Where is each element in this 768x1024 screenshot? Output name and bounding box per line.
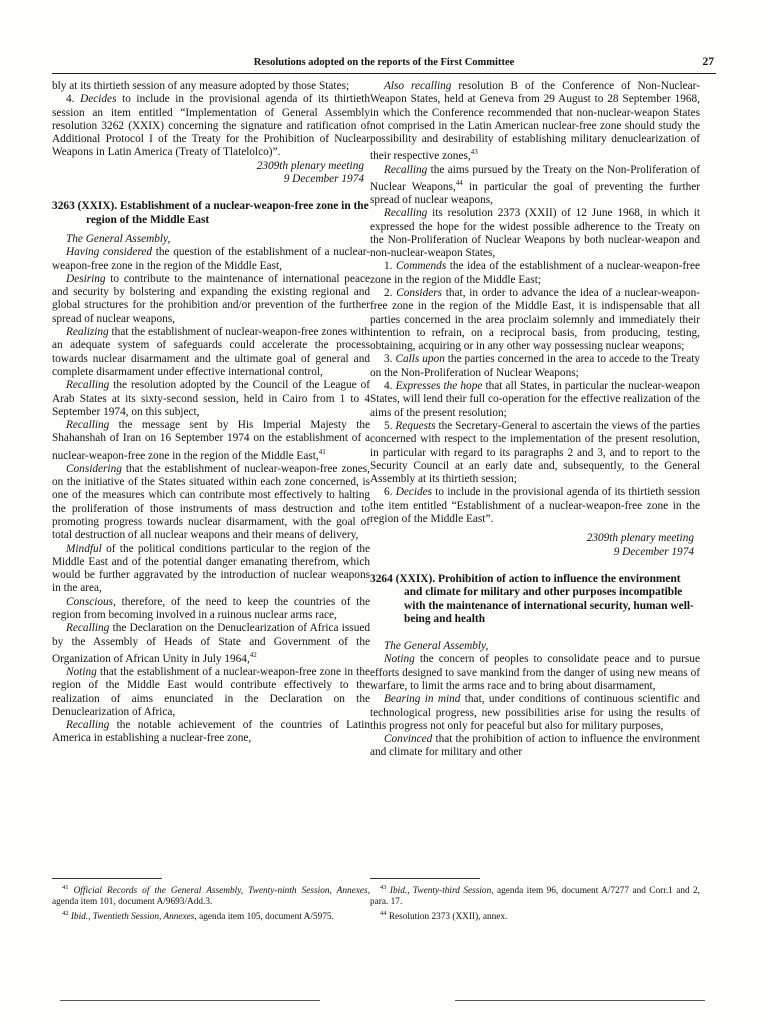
footnote bbox=[370, 908, 700, 923]
footnote-rule bbox=[52, 878, 162, 879]
para-number: 5. bbox=[384, 419, 393, 432]
footnote-ref: 41 bbox=[318, 447, 326, 456]
para-text: the Declaration on the Denuclearization of Africa issued by the Assembly of Heads of State and Government of the Organization of African Unity in July 1964, bbox=[52, 622, 371, 665]
footnote-ref: 44 bbox=[455, 178, 463, 187]
para-number: 3. bbox=[384, 353, 393, 366]
para-text: that the establishment of nuclear-weapon-free zones, on the initiative of the States situated within each zone concerned, is one of the measures which can contribute most effectively to halting the proliferation of those instruments of mass destruction and to promoting progress towards nuclear disarmament, with the goal of total destruction of all nuclear weapons and their means of delivery, bbox=[52, 462, 370, 542]
footnote-number: 41 bbox=[62, 884, 69, 891]
header-title: Resolutions adopted on the reports of the First Committee bbox=[253, 57, 515, 68]
footnote-source: Official Records of the General Assembly, Twenty-ninth Session, Annexes, bbox=[73, 886, 370, 897]
left-column bbox=[52, 80, 370, 746]
assembly-line bbox=[370, 640, 700, 653]
para-verb: Commends bbox=[396, 260, 447, 273]
para-verb: Recalling bbox=[66, 419, 110, 432]
para-verb: Recalling bbox=[384, 207, 428, 220]
para-text: resolution B of the Conference of Non-Nuclear-Weapon States, held at Geneva from 29 August to 28 September 1968, in which the Conference recommended that non-nuclear-weapon States not comprised in the Latin American nuclear-free zone should study the possibility and desirability of establishing military denuclearization of their respective zones, bbox=[370, 80, 700, 163]
meeting-date: 9 December 1974 bbox=[613, 545, 694, 558]
paragraph: bly at its thirtieth session of any measure adopted by those States; bbox=[52, 80, 350, 92]
para-text: that all States, in particular the nuclear-weapon States, will lend their full co-operation for the effective realization of the aims of the present resolution; bbox=[370, 380, 701, 419]
meeting-signature: 2309th plenary meeting bbox=[586, 532, 694, 545]
para-text: the Secretary-General to ascertain the views of the parties concerned with respect to the implementation of the present resolution, in particular with regard to its paragraphs 2 and 3, and to report to the Security Council at an early date and, subsequently, to the General Assembly at its thirtieth session; bbox=[370, 419, 701, 486]
footnote-number: 42 bbox=[62, 910, 69, 918]
para-number: 4. bbox=[384, 380, 393, 393]
meeting-signature: 2309th plenary meeting bbox=[256, 159, 364, 172]
para-text: its resolution 2373 (XXII) of 12 June 1968, in which it expressed the hope for the widest possible adherence to the Treaty on the Non-Proliferation of Nuclear Weapons by both nuclear-weapon and non-nuclear-weapon States, bbox=[370, 207, 701, 260]
para-number: 4. bbox=[66, 93, 75, 106]
para-verb: Realizing bbox=[66, 326, 109, 339]
para-text: to include in the provisional agenda of its thirtieth session an item entitled “Implementation of General Assembly resolution 3262 (XXIX) concerning the signature and ratification of Additional Protocol I of the Treaty for the Prohibition of Nuclear Weapons in Latin America (Treaty of Tlatelolco)”. bbox=[52, 93, 371, 159]
preamble-paragraph bbox=[370, 693, 700, 733]
footnote-text: agenda item 105, document A/5975. bbox=[199, 912, 334, 923]
para-verb: Bearing in mind bbox=[384, 693, 461, 706]
preamble-paragraph bbox=[370, 733, 700, 760]
footnote-rule bbox=[370, 878, 480, 879]
para-verb: Conscious, bbox=[66, 595, 116, 608]
left-footnotes bbox=[52, 878, 370, 923]
bottom-scan-rule bbox=[60, 1000, 320, 1001]
running-header bbox=[52, 57, 716, 74]
preamble-paragraph bbox=[52, 596, 370, 623]
preamble-paragraph bbox=[52, 666, 370, 719]
para-text: the concern of peoples to consolidate peace and to pursue efforts designed to save mankind from the danger of using new means of warfare, to limit the arms race and to bring about disarmament, bbox=[370, 653, 700, 692]
footnote-ref: 43 bbox=[470, 148, 478, 157]
meeting-date: 9 December 1974 bbox=[283, 173, 364, 186]
footnote bbox=[370, 882, 700, 908]
para-verb: Considering bbox=[66, 462, 122, 475]
para-verb: Calls upon bbox=[395, 353, 445, 366]
preamble-paragraph bbox=[52, 246, 370, 273]
preamble-paragraph bbox=[52, 622, 370, 666]
bottom-scan-rule bbox=[455, 1000, 705, 1001]
footnote-text: agenda item 101, document A/9693/Add.3. bbox=[52, 897, 213, 908]
para-verb: Decides bbox=[395, 486, 433, 499]
para-text: that the establishment of nuclear-weapon-free zones with an adequate system of safeguards could accelerate the process towards nuclear disarmament and the ultimate goal of general and complete disarmament under effective international control, bbox=[52, 326, 370, 378]
operative-paragraph bbox=[370, 260, 700, 287]
para-text: to contribute to the maintenance of international peace and security by bolstering and expanding the existing regional and global structures for the prohibition and/or prevention of the further spread of nuclear weapons, bbox=[52, 272, 370, 325]
para-text: that, under conditions of continuous scientific and technological progress, new possibilities arise for using the results of this progress not only for peaceful but also for military purposes, bbox=[370, 693, 700, 732]
para-verb: Requests bbox=[395, 419, 436, 432]
footnote-ref: 42 bbox=[249, 650, 257, 659]
operative-paragraph bbox=[370, 380, 700, 420]
preamble-paragraph bbox=[52, 419, 370, 463]
para-verb: Recalling bbox=[66, 719, 110, 732]
footnote-text: agenda item 96, document A/7277 and Corr.1 and 2, para. 17. bbox=[370, 886, 700, 908]
preamble-paragraph bbox=[52, 463, 370, 543]
resolution-heading: 3264 (XXIX). Prohibition of action to influence the environment and climate for military and other purposes incompatible with the maintenance of international security, human well-being and health bbox=[370, 572, 694, 625]
preamble-paragraph bbox=[52, 326, 370, 379]
para-verb: Also recalling bbox=[384, 80, 452, 92]
para-verb: Desiring bbox=[66, 272, 106, 285]
footnote-number: 43 bbox=[380, 884, 387, 891]
footnote-source: Ibid., Twenty-third Session, bbox=[389, 886, 494, 897]
para-verb: Expresses the hope bbox=[395, 380, 483, 393]
para-text: the notable achievement of the countries of Latin America in establishing a nuclear-free zone, bbox=[52, 719, 370, 745]
operative-paragraph bbox=[370, 420, 700, 486]
para-verb: Convinced bbox=[384, 733, 433, 746]
para-text: therefore, of the need to keep the countries of the region from becoming involved in a ruinous nuclear arms race, bbox=[52, 595, 371, 622]
para-verb: Decides bbox=[80, 93, 117, 106]
para-verb: Recalling bbox=[384, 163, 428, 176]
para-text: the resolution adopted by the Council of the League of Arab States at its sixty-second session, held in Cairo from 1 to 4 September 1974, on this subject, bbox=[52, 379, 370, 418]
para-text: the idea of the establishment of a nuclear-weapon-free zone in the region of the Middle East; bbox=[370, 260, 701, 286]
assembly-line bbox=[52, 233, 370, 246]
para-text: the question of the establishment of a nuclear-weapon-free zone in the region of the Middle East, bbox=[52, 246, 371, 272]
para-text: the aims pursued by the Treaty on the Non-Proliferation of Nuclear Weapons, bbox=[370, 163, 701, 193]
preamble-paragraph bbox=[52, 543, 370, 596]
operative-paragraph bbox=[370, 287, 700, 353]
footnote bbox=[52, 882, 370, 908]
footnote-text: Resolution 2373 (XXII), annex. bbox=[388, 912, 508, 923]
para-text: that the establishment of a nuclear-weapon-free zone in the region of the Middle East would contribute effectively to the realization of aims enunciated in the Declaration on the Denuclearization of Africa, bbox=[52, 666, 370, 718]
footnote bbox=[52, 908, 370, 923]
footnote-source: Ibid., Twentieth Session, Annexes, bbox=[70, 912, 197, 923]
para-number: 1. bbox=[384, 260, 393, 273]
para-text: to include in the provisional agenda of its thirtieth session the item entitled “Establishment of a nuclear-weapon-free zone in the region of the Middle East”. bbox=[370, 486, 700, 526]
para-verb: Mindful bbox=[66, 542, 102, 555]
para-text: that the prohibition of action to influence the environment and climate for military and other bbox=[370, 733, 700, 759]
resolution-heading: 3263 (XXIX). Establishment of a nuclear-weapon-free zone in the region of the Middle East bbox=[52, 200, 369, 226]
para-text: the parties concerned in the area to accede to the Treaty on the Non-Proliferation of Nuclear Weapons; bbox=[370, 353, 700, 379]
para-verb: Recalling bbox=[66, 379, 110, 392]
preamble-paragraph bbox=[370, 207, 700, 260]
preamble-paragraph bbox=[52, 379, 370, 419]
para-text: the message sent by His Imperial Majesty the Shahanshah of Iran on 16 September 1974 on the establishment of a nuclear-weapon-free zone in the region of the Middle East, bbox=[52, 419, 370, 462]
para-text: of the political conditions particular to the region of the Middle East and of the potential danger emanating therefrom, which would be further aggravated by the introduction of nuclear weapons in the area, bbox=[52, 542, 371, 595]
preamble-paragraph bbox=[370, 653, 700, 693]
preamble-paragraph bbox=[370, 164, 700, 208]
footnote-number: 44 bbox=[380, 910, 387, 918]
assembly-text: The General Assembly, bbox=[384, 640, 489, 653]
page-number: 27 bbox=[702, 56, 714, 68]
preamble-paragraph bbox=[370, 80, 700, 164]
para-verb: Recalling bbox=[66, 622, 110, 635]
para-text: that, in order to advance the idea of a nuclear-weapon-free zone in the region of the Middle East, it is indispensable that all parties concerned in the area proclaim solemnly and immediately their intention to refrain, on a reciprocal basis, from producing, testing, obtaining, acquiring or in any other way possessing nuclear weapons; bbox=[370, 286, 701, 353]
assembly-text: The General Assembly, bbox=[66, 232, 171, 245]
para-text: in particular the goal of preventing the further spread of nuclear weapons, bbox=[370, 180, 701, 206]
para-verb: Considers bbox=[396, 286, 443, 299]
preamble-paragraph bbox=[52, 719, 370, 746]
para-verb: Having considered bbox=[66, 246, 153, 259]
para-verb: Noting bbox=[66, 666, 97, 678]
operative-paragraph bbox=[370, 486, 700, 526]
preamble-paragraph bbox=[52, 273, 370, 326]
para-number: 6. bbox=[384, 486, 393, 499]
para-verb: Noting bbox=[384, 653, 415, 666]
right-footnotes bbox=[370, 878, 700, 923]
right-column bbox=[370, 80, 700, 760]
para-number: 2. bbox=[384, 286, 393, 299]
operative-paragraph bbox=[52, 93, 370, 159]
operative-paragraph bbox=[370, 353, 700, 380]
